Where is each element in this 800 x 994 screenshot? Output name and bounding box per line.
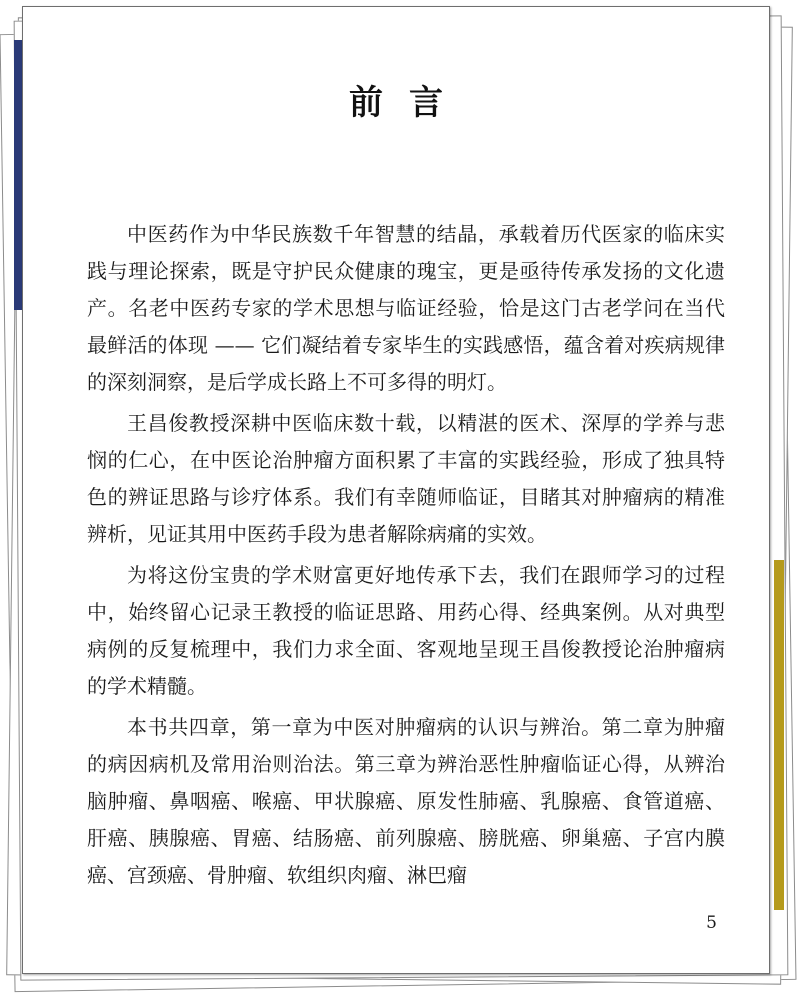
- paragraph-2: 王昌俊教授深耕中医临床数十载，以精湛的医术、深厚的学养与悲悯的仁心，在中医论治肿瘤方面积累了丰富的实践经验，形成了独具特色的辨证思路与诊疗体系。我们有幸随师临证，目睹其对肿瘤病的精准辨析，见证其用中医药手段为患者解除病痛的实效。: [87, 411, 725, 546]
- page-title: 前言: [349, 83, 469, 123]
- page-number: 5: [706, 913, 717, 933]
- paragraph-1: 中医药作为中华民族数千年智慧的结晶，承载着历代医家的临床实践与理论探索，既是守护民众健康的瑰宝，更是亟待传承发扬的文化遗产。名老中医药专家的学术思想与临证经验，恰是这门古老学问在当代最鲜活的体现 —— 它们凝结着专家毕生的实践感悟，蕴含着对疾病规律的深刻洞察，是后学成长路上不可多得的明灯。: [87, 222, 725, 394]
- book-cover-edge-left: [14, 40, 22, 310]
- body-text: [87, 216, 725, 898]
- paragraph-4: 本书共四章，第一章为中医对肿瘤病的认识与辨治。第二章为肿瘤的病因病机及常用治则治法。第三章为辨治恶性肿瘤临证心得，从辨治脑肿瘤、鼻咽癌、喉癌、甲状腺癌、原发性肺癌、乳腺癌、食管道癌、肝癌、胰腺癌、胃癌、结肠癌、前列腺癌、膀胱癌、卵巢癌、子宫内膜癌、宫颈癌、骨肿瘤、软组织肉瘤、淋巴瘤: [87, 715, 725, 887]
- book-cover-edge-right: [774, 560, 784, 910]
- paragraph-3: 为将这份宝贵的学术财富更好地传承下去，我们在跟师学习的过程中，始终留心记录王教授的临证思路、用药心得、经典案例。从对典型病例的反复梳理中，我们力求全面、客观地呈现王昌俊教授论治肿瘤病的学术精髓。: [87, 563, 725, 698]
- document-page: [22, 6, 770, 974]
